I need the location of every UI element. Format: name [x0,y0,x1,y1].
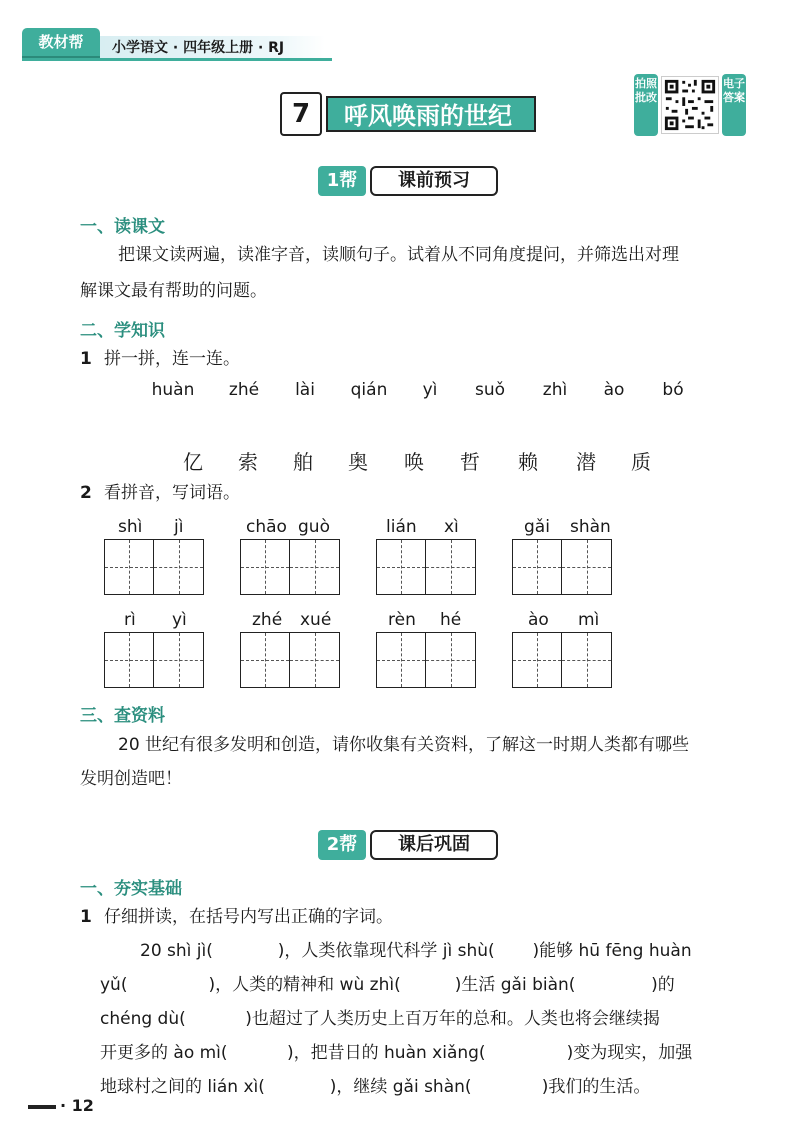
qr-panel[interactable] [634,74,746,136]
p2-q1-instruction: 仔细拼读，在括号内写出正确的字词。 [104,907,393,927]
header-rule [22,58,332,61]
subject-strip [100,36,325,60]
subject-label: 小学语文 · 四年级上册 · RJ [112,40,285,56]
q2-pinyin: jì [174,517,184,537]
q1-instruction: 拼一拼，连一连。 [104,349,240,369]
part1-section3-text2: 发明创造吧！ [80,769,182,789]
q2-pinyin: zhé [252,610,283,630]
q1-char: 潜 [576,450,596,474]
q2-write-grid[interactable] [104,539,204,595]
q1-pinyin: zhì [542,380,568,400]
q1-char: 赖 [518,450,538,474]
q1-char: 奥 [348,450,368,474]
q2-number: 2 [80,483,92,503]
q2-pinyin: gǎi [524,517,550,537]
q2-pinyin: rì [124,610,136,630]
part1-section3-text1: 20 世纪有很多发明和创造，请你收集有关资料，了解这一时期人类都有哪些 [118,735,690,755]
q1-pinyin: yì [422,380,438,400]
q1-pinyin: lài [295,380,315,400]
q2-pinyin: shì [118,517,143,537]
brand-tab: 教材帮 [22,28,100,56]
fill-line[interactable]: 开更多的 ào mì( )，把昔日的 huàn xiǎng( )变为现实，加强 [100,1043,693,1063]
part1-section1-title: 一、读课文 [80,217,165,237]
part1-section1-text2: 解课文最有帮助的问题。 [80,281,267,301]
p2-q1-number: 1 [80,907,92,927]
fill-line[interactable]: chéng dù( )也超过了人类历史上百万年的总和。人类也将会继续揭 [100,1009,660,1029]
qr-left-label: 拍照批改 [634,74,658,136]
lesson-number: 7 [280,92,322,136]
part1-badge-num: 1帮 [318,166,366,196]
lesson-title-text: 呼风唤雨的世纪 [326,96,536,132]
q1-char: 质 [631,450,651,474]
q2-pinyin: xì [444,517,459,537]
q2-pinyin: rèn [388,610,416,630]
q1-number: 1 [80,349,92,369]
q2-pinyin: ào [528,610,549,630]
q2-write-grid[interactable] [512,632,612,688]
qr-code-icon[interactable] [661,76,719,134]
part1-section3-title: 三、查资料 [80,706,165,726]
q1-pinyin: huàn [151,380,195,400]
q1-pinyin: zhé [228,380,260,400]
q2-write-grid[interactable] [104,632,204,688]
q2-pinyin: yì [172,610,187,630]
q1-pinyin: suǒ [474,380,506,400]
q1-pinyin: ào [603,380,625,400]
part2-badge-num: 2帮 [318,830,366,860]
q1-char: 舶 [293,450,313,474]
part1-badge-label: 课前预习 [370,166,498,196]
part1-section2-title: 二、学知识 [80,321,165,341]
fill-line[interactable]: yǔ( )，人类的精神和 wù zhì( )生活 gǎi biàn( )的 [100,975,675,995]
q1-char: 唤 [404,450,424,474]
q2-pinyin: xué [300,610,332,630]
fill-line[interactable]: 20 shì jì( )，人类依靠现代科学 jì shù( )能够 hū fēng huàn [140,941,692,961]
footer-rule [28,1105,56,1109]
q2-write-grid[interactable] [376,632,476,688]
q1-char: 亿 [183,450,203,474]
q1-char: 哲 [460,450,480,474]
q2-write-grid[interactable] [512,539,612,595]
part2-section1-title: 一、夯实基础 [80,879,182,899]
page-number: · 12 [60,1096,94,1115]
q2-pinyin: chāo [246,517,287,537]
q2-write-grid[interactable] [376,539,476,595]
q2-instruction: 看拼音，写词语。 [104,483,240,503]
q2-pinyin: mì [578,610,600,630]
q2-write-grid[interactable] [240,539,340,595]
part1-section1-text1: 把课文读两遍，读准字音，读顺句子。试着从不同角度提问，并筛选出对理 [118,245,679,265]
qr-right-label: 电子答案 [722,74,746,136]
q2-pinyin: guò [298,517,330,537]
fill-line[interactable]: 地球村之间的 lián xì( )，继续 gǎi shàn( )我们的生活。 [100,1077,651,1097]
q2-pinyin: lián [386,517,417,537]
q1-char: 索 [238,450,258,474]
q1-pinyin: bó [662,380,684,400]
q2-write-grid[interactable] [240,632,340,688]
q2-pinyin: hé [440,610,462,630]
q2-pinyin: shàn [570,517,611,537]
q1-pinyin: qián [350,380,388,400]
part2-badge-label: 课后巩固 [370,830,498,860]
